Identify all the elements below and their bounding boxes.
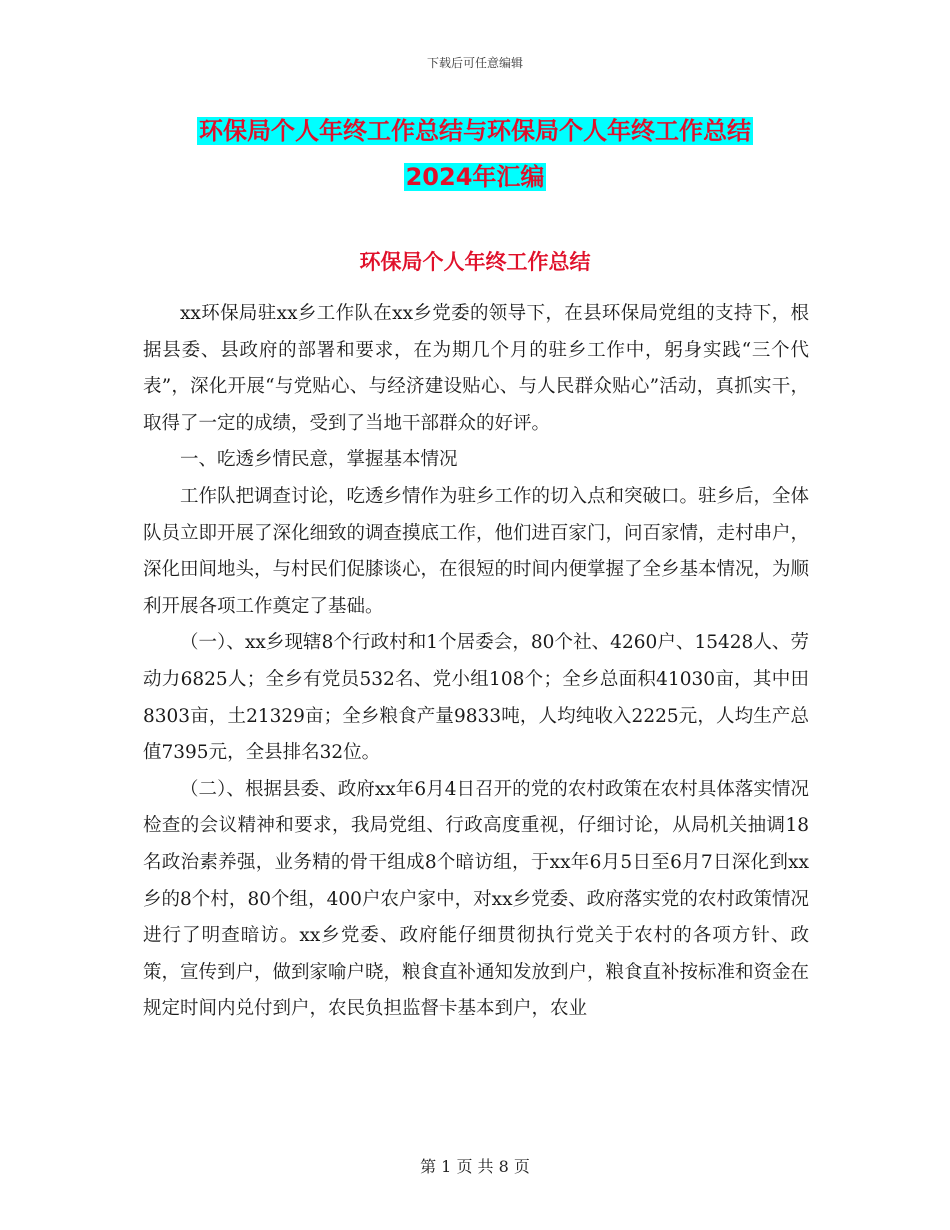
body-text — [143, 296, 809, 1028]
paragraph-intro: xx环保局驻xx乡工作队在xx乡党委的领导下，在县环保局党组的支持下，根据县委、县政府的部署和要求，在为期几个月的驻乡工作中，躬身实践“三个代表”，深化开展“与党贴心、与经济建设贴心、与人民群众贴心”活动，真抓实干，取得了一定的成绩，受到了当地干部群众的好评。 — [143, 303, 809, 434]
paragraph-item-2: （二）、根据县委、政府xx年6月4日召开的党的农村政策在农村具体落实情况检查的会议精神和要求，我局党组、行政高度重视，仔细讨论，从局机关抽调18名政治素养强，业务精的骨干组成8个暗访组，于xx年6月5日至6月7日深化到xx乡的8个村，80个组，400户农户家中，对xx乡党委、政府落实党的农村政策情况进行了明查暗访。xx乡党委、政府能仔细贯彻执行党关于农村的各项方针、政策，宣传到户，做到家喻户晓，粮食直补通知发放到户，粮食直补按标准和资金在规定时间内兑付到户，农民负担监督卡基本到户，农业 — [143, 778, 810, 1020]
section-title: 环保局个人年终工作总结 — [359, 250, 591, 274]
document-title-line-2: 2024年汇编 — [405, 163, 545, 191]
paragraph-heading-1: 一、吃透乡情民意，掌握基本情况 — [180, 449, 458, 471]
document-title-line-1: 环保局个人年终工作总结与环保局个人年终工作总结 — [199, 117, 751, 145]
header-note: 下载后可任意编辑 — [426, 56, 523, 70]
paragraph-item-1: （一）、xx乡现辖8个行政村和1个居委会，80个社、4260户、15428人、劳动力6825人；全乡有党员532名、党小组108个；全乡总面积41030亩，其中田8303亩，土21329亩；全乡粮食产量9833吨，人均纯收入2225元，人均生产总值7395元，全县排名32位。 — [143, 632, 809, 764]
page-footer: 第 1 页 共 8 页 — [420, 1157, 530, 1176]
document-title — [100, 108, 850, 200]
paragraph-survey: 工作队把调查讨论，吃透乡情作为驻乡工作的切入点和突破口。驻乡后，全体队员立即开展了深化细致的调查摸底工作，他们进百家门，问百家情，走村串户，深化田间地头，与村民们促膝谈心，在很短的时间内便掌握了全乡基本情况，为顺利开展各项工作奠定了基础。 — [143, 485, 810, 617]
